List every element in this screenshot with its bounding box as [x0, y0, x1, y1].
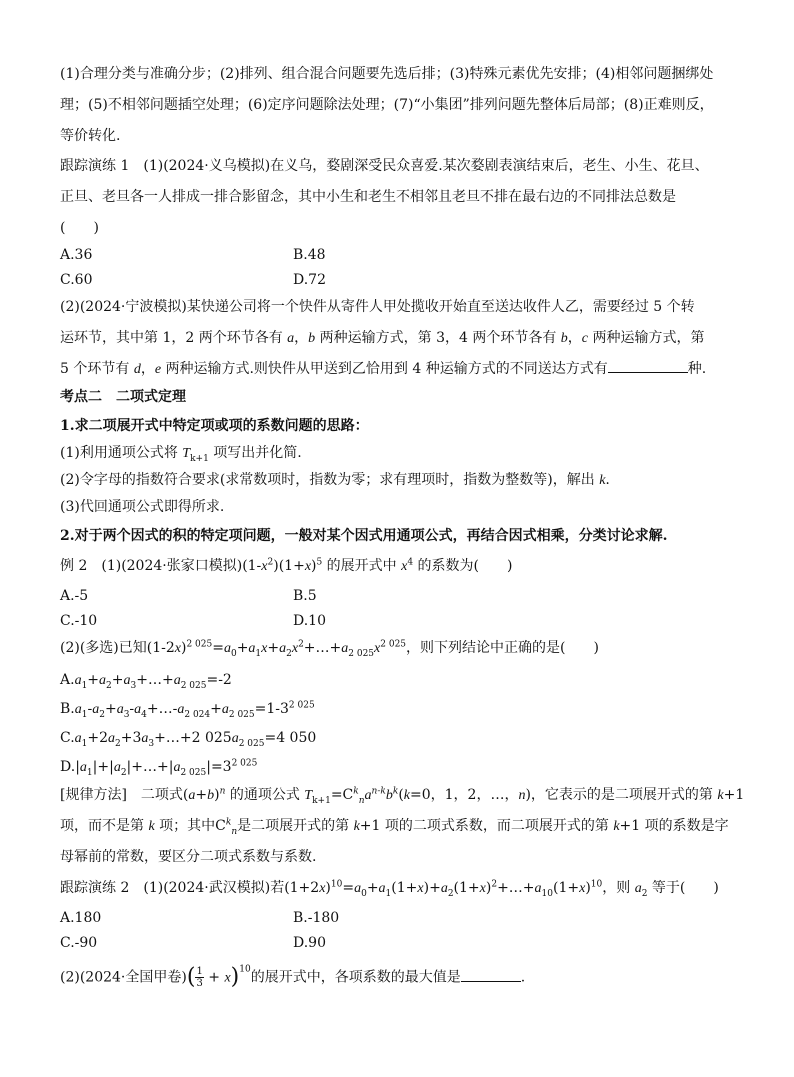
practice2-option-d: D.90 [293, 935, 326, 951]
practice1-q1-line3: ( ) [60, 220, 99, 236]
practice2-option-b: B.-180 [293, 910, 340, 926]
intro-line-1: (1)合理分类与准确分步；(2)排列、组合混合问题要先选后排；(3)特殊元素优先安排；(4)相邻问题捆绑处 [60, 66, 714, 82]
example2-choice-d: $D.|a_1|+|a_2|+\dots+|a_{2 025}|=3^{2 025}$ [60, 758, 258, 778]
answer-blank-2[interactable] [461, 967, 521, 982]
example2-option-a: A.-5 [60, 588, 89, 604]
practice1-option-d: D.72 [293, 272, 326, 288]
practice2-q2: (2)(2024·全国甲卷)( $\frac{1}{3}$ + x)$^{10}$的展开式中，各项系数的最大值是 . [60, 964, 526, 990]
intro-line-3: 等价转化. [60, 128, 121, 144]
practice2-option-a: A.180 [60, 910, 102, 926]
section-point-1: 1.求二项展开式中特定项或项的系数问题的思路： [60, 418, 369, 434]
example2-q1: 例 2 (1)(2024·张家口模拟)$(1-x^2)(1+x)^5$ 的展开式中 $x^4$ 的系数为( ) [60, 557, 513, 574]
practice2-q1: 跟踪演练 2 (1)(2024·武汉模拟)若$(1+2x)^{10}=a_0+a_1(1+x)+a_2(1+x)^2+\dots+a_{10}(1+x)^{10}$，则 $a_2$ 等于( ) [60, 879, 719, 899]
practice1-q2-line1: (2)(2024·宁波模拟)某快递公司将一个快件从寄件人甲处揽收开始直至送达收件人乙，需要经过 5 个转 [60, 299, 695, 315]
practice1-option-a: A.36 [60, 247, 93, 263]
section-point-2: 2.对于两个因式的积的特定项问题，一般对某个因式用通项公式，再结合因式相乘，分类讨论求解. [60, 528, 668, 544]
intro-line-2: 理；(5)不相邻问题插空处理；(6)定序问题除法处理；(7)“小集团”排列问题先整体后局部；(8)正难则反， [60, 97, 714, 113]
example2-choice-a: $A.a_1+a_2+a_3+\dots+a_{2 025}=-2$ [60, 672, 232, 691]
example2-choice-b: $B.a_1-a_2+a_3-a_4+\dots-a_{2 024}+a_{2 025}=1-3^{2 025}$ [60, 700, 315, 720]
practice1-q1-line2: 正旦、老旦各一人排成一排合影留念，其中小生和老生不相邻且老旦不排在最右边的不同排法总数是 [60, 189, 676, 205]
step-2: (2)令字母的指数符合要求(求常数项时，指数为零；求有理项时，指数为整数等)，解出 k. [60, 472, 610, 488]
practice1-q2-line3: 5 个环节有 d，e 两种运输方式.则快件从甲送到乙恰用到 4 种运输方式的不同送达方式有 种. [60, 358, 706, 380]
example2-option-d: D.10 [293, 613, 326, 629]
rule-line-1: [规律方法] 二项式$(a+b)^n$ 的通项公式 $T_{k+1}=C^k_na^{n-k}b^k(k=0$，1，2，…，n)，它表示的是二项展开式的第 k+1 [60, 786, 745, 806]
step-1: (1)利用通项公式将 $T_{k+1}$ 项写出并化简. [60, 445, 302, 464]
practice1-option-b: B.48 [293, 247, 326, 263]
rule-line-3: 母幂前的常数，要区分二项式系数与系数. [60, 849, 317, 865]
example2-choice-c: $C.a_1+2a_2+3a_3+\dots+2$ $025a_{2 025}=4$ 050 [60, 730, 317, 749]
example2-option-b: B.5 [293, 588, 317, 604]
rule-line-2: 项，而不是第 k 项；其中$C^k_n$是二项展开式的第 k+1 项的二项式系数，而二项展开式的第 k+1 项的系数是字 [60, 817, 729, 837]
step-3: (3)代回通项公式即得所求. [60, 499, 225, 515]
practice2-option-c: C.-90 [60, 935, 98, 951]
example2-option-c: C.-10 [60, 613, 98, 629]
example2-q2: (2)(多选)已知$(1-2x)^{2 025}=a_0+a_1x+a_2x^2+\dots+a_{2 025}x^{2 025}$，则下列结论中正确的是( ) [60, 639, 599, 659]
practice1-option-c: C.60 [60, 272, 93, 288]
fraction-one-third: $\frac{1}{3}$ [196, 966, 203, 989]
practice1-q2-line2: 运环节，其中第 1，2 两个环节各有 a，b 两种运输方式，第 3，4 两个环节各有 b，c 两种运输方式，第 [60, 330, 705, 346]
answer-blank[interactable] [608, 358, 688, 373]
practice1-q1-line1: 跟踪演练 1 (1)(2024·义乌模拟)在义乌，婺剧深受民众喜爱.某次婺剧表演结束后，老生、小生、花旦、 [60, 158, 709, 174]
section-title: 考点二 二项式定理 [60, 389, 186, 405]
